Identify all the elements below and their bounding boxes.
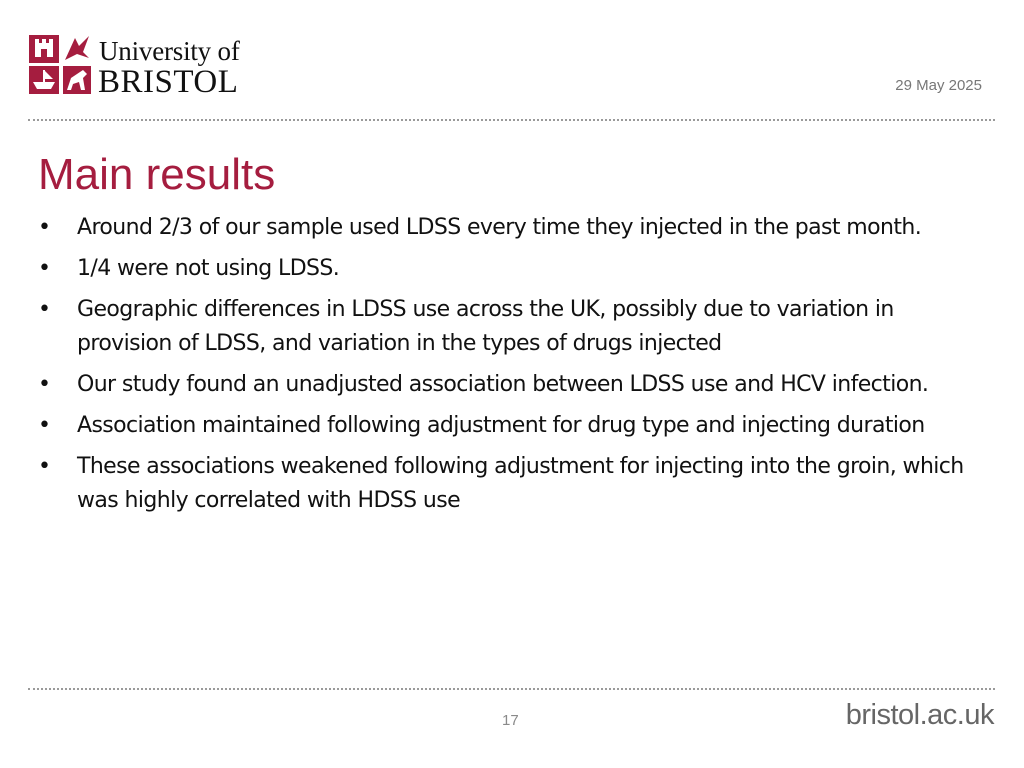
page-number: 17 bbox=[502, 712, 519, 729]
bullet-text: Around 2/3 of our sample used LDSS every time they injected in the past month. bbox=[77, 215, 922, 240]
bullet-item bbox=[38, 293, 988, 361]
university-logo bbox=[27, 30, 247, 98]
website-url: bristol.ac.uk bbox=[845, 699, 994, 731]
bullet-icon: • bbox=[38, 372, 51, 397]
bullet-text: Geographic differences in LDSS use across the UK, possibly due to variation in provision of LDSS, and variation in the types of drugs injected bbox=[77, 297, 894, 356]
bullet-icon: • bbox=[38, 297, 51, 322]
footer-divider bbox=[28, 688, 995, 690]
bullet-item bbox=[38, 368, 988, 402]
bullet-icon: • bbox=[38, 256, 51, 281]
bullet-item bbox=[38, 409, 988, 443]
logo-text-line1: University of bbox=[99, 36, 240, 66]
bullet-text: 1/4 were not using LDSS. bbox=[77, 256, 340, 281]
bullet-icon: • bbox=[38, 215, 51, 240]
logo-text-line2: BRISTOL bbox=[98, 64, 239, 100]
bullet-icon: • bbox=[38, 413, 51, 438]
slide-date: 29 May 2025 bbox=[895, 77, 982, 94]
bullet-item bbox=[38, 252, 988, 286]
bullet-item bbox=[38, 450, 988, 518]
slide-title: Main results bbox=[38, 150, 276, 199]
university-crest-icon bbox=[27, 32, 93, 96]
bullet-list bbox=[38, 211, 988, 525]
bullet-icon: • bbox=[38, 454, 51, 479]
bullet-text: Our study found an unadjusted association between LDSS use and HCV infection. bbox=[77, 372, 929, 397]
header-divider bbox=[28, 119, 995, 121]
bullet-text: Association maintained following adjustment for drug type and injecting duration bbox=[77, 413, 925, 438]
bullet-text: These associations weakened following adjustment for injecting into the groin, which was highly correlated with HDSS use bbox=[77, 454, 964, 513]
bullet-item bbox=[38, 211, 988, 245]
